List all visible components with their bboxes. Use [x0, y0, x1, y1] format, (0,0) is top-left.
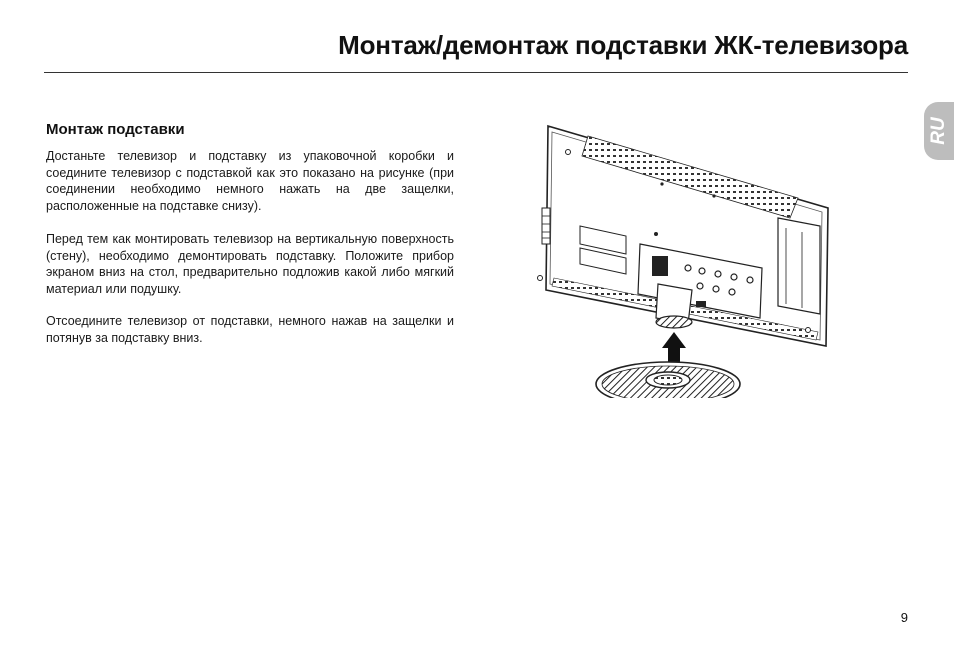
paragraph-1: Достаньте телевизор и подставку из упаковочной коробки и соедините телевизор с подставкой как это показано на рисунке (при соединении необходимо немного нажать на две защелки, расположенные на подставке снизу).: [46, 149, 454, 213]
tv-back-illustration: [538, 126, 829, 346]
title-divider: [44, 72, 908, 73]
language-tab-label: RU: [928, 117, 949, 145]
paragraph-2: Перед тем как монтировать телевизор на вертикальную поверхность (стену), необходимо демонтировать подставку. Положите прибор экраном вниз на стол, предварительно подложив какой либо мягкий материал или подушку.: [46, 232, 454, 296]
section-heading: Монтаж подставки: [46, 121, 185, 138]
stand-base-illustration: [596, 362, 740, 398]
stand-mounting-figure: [528, 118, 838, 398]
page-number: 9: [900, 610, 908, 625]
language-tab: [924, 102, 954, 160]
paragraph-3: Отсоедините телевизор от подставки, немного нажав на защелки и потянув за подставку вниз.: [46, 314, 454, 345]
page-title: Монтаж/демонтаж подставки ЖК-телевизора: [338, 30, 908, 60]
